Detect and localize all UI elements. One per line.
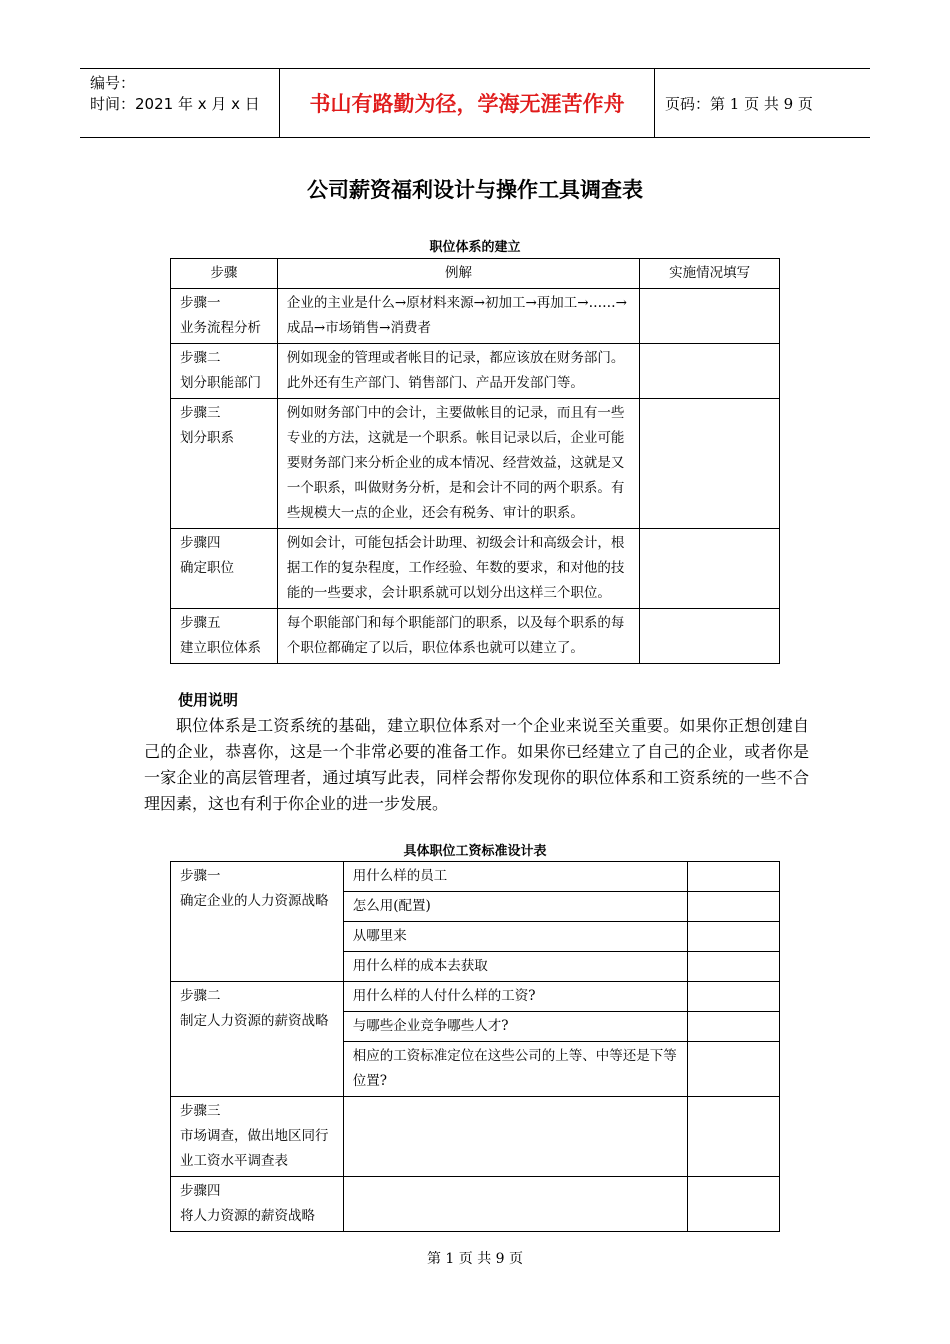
time-label: 时间：2021 年 x 月 x 日 xyxy=(90,95,260,113)
step-cell: 步骤三 市场调查，做出地区同行业工资水平调查表 xyxy=(171,1097,344,1177)
item-cell xyxy=(343,1097,687,1177)
item-cell: 相应的工资标准定位在这些公司的上等、中等还是下等位置? xyxy=(343,1042,687,1097)
usage-heading: 使用说明 xyxy=(178,691,239,709)
fill-cell[interactable] xyxy=(640,344,780,399)
table-row xyxy=(171,982,780,1012)
step-cell: 步骤五 建立职位体系 xyxy=(171,609,278,664)
table-row xyxy=(171,344,780,399)
table-header-row xyxy=(171,259,780,289)
item-cell: 与哪些企业竞争哪些人才? xyxy=(343,1012,687,1042)
table-row xyxy=(171,1177,780,1232)
page-header xyxy=(80,68,870,138)
table-row xyxy=(171,862,780,892)
table1-caption: 职位体系的建立 xyxy=(429,240,521,255)
header-motto: 书山有路勤为径，学海无涯苦作舟 xyxy=(280,69,655,137)
fill-cell[interactable] xyxy=(688,982,780,1012)
header-meta xyxy=(80,69,280,137)
fill-cell[interactable] xyxy=(688,1177,780,1232)
fill-cell[interactable] xyxy=(640,529,780,609)
page-footer: 第 1 页 共 9 页 xyxy=(426,1251,524,1267)
fill-cell[interactable] xyxy=(688,922,780,952)
fill-cell[interactable] xyxy=(688,862,780,892)
fill-cell[interactable] xyxy=(640,289,780,344)
step-cell: 步骤一 业务流程分析 xyxy=(171,289,278,344)
step-cell: 步骤一 确定企业的人力资源战略 xyxy=(171,862,344,982)
item-cell: 用什么样的员工 xyxy=(343,862,687,892)
salary-standard-table xyxy=(170,861,780,1232)
example-cell: 每个职能部门和每个职能部门的职系，以及每个职系的每个职位都确定了以后，职位体系也就可以建立了。 xyxy=(277,609,639,664)
step-cell: 步骤四 将人力资源的薪资战略 xyxy=(171,1177,344,1232)
example-cell: 例如现金的管理或者帐目的记录，都应该放在财务部门。此外还有生产部门、销售部门、产品开发部门等。 xyxy=(277,344,639,399)
fill-cell[interactable] xyxy=(640,399,780,529)
item-cell: 怎么用(配置) xyxy=(343,892,687,922)
job-system-table xyxy=(170,258,780,664)
page-title: 公司薪资福利设计与操作工具调查表 xyxy=(307,178,643,202)
table-row xyxy=(171,289,780,344)
table-row xyxy=(171,609,780,664)
column-header: 例解 xyxy=(277,259,639,289)
usage-paragraph: 职位体系是工资系统的基础，建立职位体系对一个企业来说至关重要。如果你正想创建自己的企业，恭喜你，这是一个非常必要的准备工作。如果你已经建立了自己的企业，或者你是一家企业的高层管理者，通过填写此表，同样会帮你发现你的职位体系和工资系统的一些不合理因素，这也有利于你企业的进一步发展。 xyxy=(144,716,809,813)
column-header: 步骤 xyxy=(171,259,278,289)
example-cell: 例如会计，可能包括会计助理、初级会计和高级会计，根据工作的复杂程度，工作经验、年数的要求，和对他的技能的一些要求，会计职系就可以划分出这样三个职位。 xyxy=(277,529,639,609)
table-row xyxy=(171,529,780,609)
table-row xyxy=(171,399,780,529)
example-cell: 例如财务部门中的会计，主要做帐目的记录，而且有一些专业的方法，这就是一个职系。帐目记录以后，企业可能要财务部门来分析企业的成本情况、经营效益，这就是又一个职系，叫做财务分析，是和会计不同的两个职系。有些规模大一点的企业，还会有税务、审计的职系。 xyxy=(277,399,639,529)
number-label: 编号： xyxy=(90,74,136,92)
step-cell: 步骤三 划分职系 xyxy=(171,399,278,529)
table2-caption: 具体职位工资标准设计表 xyxy=(403,844,547,859)
fill-cell[interactable] xyxy=(688,1042,780,1097)
item-cell: 用什么样的人付什么样的工资? xyxy=(343,982,687,1012)
column-header: 实施情况填写 xyxy=(640,259,780,289)
step-cell: 步骤二 制定人力资源的薪资战略 xyxy=(171,982,344,1097)
fill-cell[interactable] xyxy=(688,892,780,922)
fill-cell[interactable] xyxy=(640,609,780,664)
example-cell: 企业的主业是什么→原材料来源→初加工→再加工→……→成品→市场销售→消费者 xyxy=(277,289,639,344)
table-row xyxy=(171,1097,780,1177)
step-cell: 步骤四 确定职位 xyxy=(171,529,278,609)
header-page-info: 页码：第 1 页 共 9 页 xyxy=(665,94,813,113)
step-cell: 步骤二 划分职能部门 xyxy=(171,344,278,399)
fill-cell[interactable] xyxy=(688,1012,780,1042)
item-cell: 从哪里来 xyxy=(343,922,687,952)
fill-cell[interactable] xyxy=(688,1097,780,1177)
fill-cell[interactable] xyxy=(688,952,780,982)
item-cell: 用什么样的成本去获取 xyxy=(343,952,687,982)
item-cell xyxy=(343,1177,687,1232)
